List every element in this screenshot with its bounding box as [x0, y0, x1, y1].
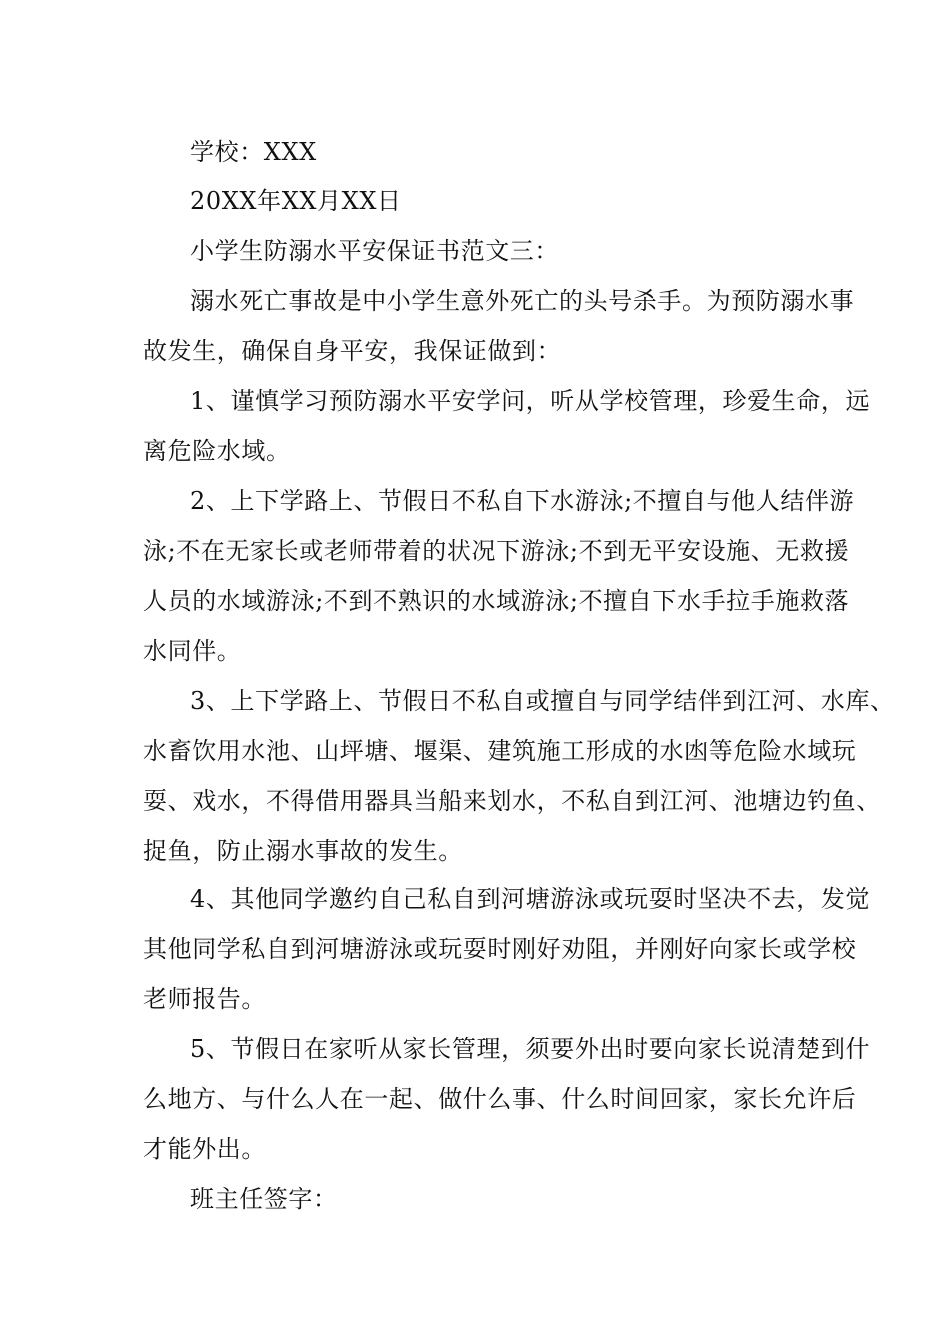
item5-line-1: 5、节假日在家听从家长管理，须要外出时要向家长说清楚到什 — [190, 1035, 871, 1063]
signature-label: 班主任签字： — [190, 1185, 338, 1213]
item4-line-3: 老师报告。 — [143, 985, 266, 1013]
item3-line-4: 捉鱼，防止溺水事故的发生。 — [143, 837, 463, 865]
school-line: 学校：XXX — [190, 138, 317, 166]
intro-line-1: 溺水死亡事故是中小学生意外死亡的头号杀手。为预防溺水事 — [190, 287, 855, 315]
item5-line-3: 才能外出。 — [143, 1135, 266, 1163]
intro-line-2: 故发生，确保自身平安，我保证做到： — [143, 337, 562, 365]
item5-line-2: 么地方、与什么人在一起、做什么事、什么时间回家，家长允许后 — [143, 1085, 857, 1113]
item3-line-1: 3、上下学路上、节假日不私自或擅自与同学结伴到江河、水库、 — [190, 687, 895, 715]
item3-line-2: 水畜饮用水池、山坪塘、堰渠、建筑施工形成的水凼等危险水域玩 — [143, 737, 857, 765]
item4-line-1: 4、其他同学邀约自己私自到河塘游泳或玩耍时坚决不去，发觉 — [190, 885, 871, 913]
section-title: 小学生防溺水平安保证书范文三： — [190, 237, 559, 265]
item2-line-3: 人员的水域游泳;不到不熟识的水域游泳;不擅自下水手拉手施救落 — [143, 587, 850, 615]
item2-line-4: 水同伴。 — [143, 637, 242, 665]
item4-line-2: 其他同学私自到河塘游泳或玩耍时刚好劝阻，并刚好向家长或学校 — [143, 935, 857, 963]
item3-line-3: 耍、戏水，不得借用器具当船来划水，不私自到江河、池塘边钓鱼、 — [143, 787, 881, 815]
date-line: 20XX年XX月XX日 — [190, 187, 402, 215]
item2-line-2: 泳;不在无家长或老师带着的状况下游泳;不到无平安设施、无救援 — [143, 537, 850, 565]
item1-line-1: 1、谨慎学习预防溺水平安学问，听从学校管理，珍爱生命，远 — [190, 387, 871, 415]
item2-line-1: 2、上下学路上、节假日不私自下水游泳;不擅自与他人结伴游 — [190, 487, 855, 515]
item1-line-2: 离危险水域。 — [143, 437, 291, 465]
